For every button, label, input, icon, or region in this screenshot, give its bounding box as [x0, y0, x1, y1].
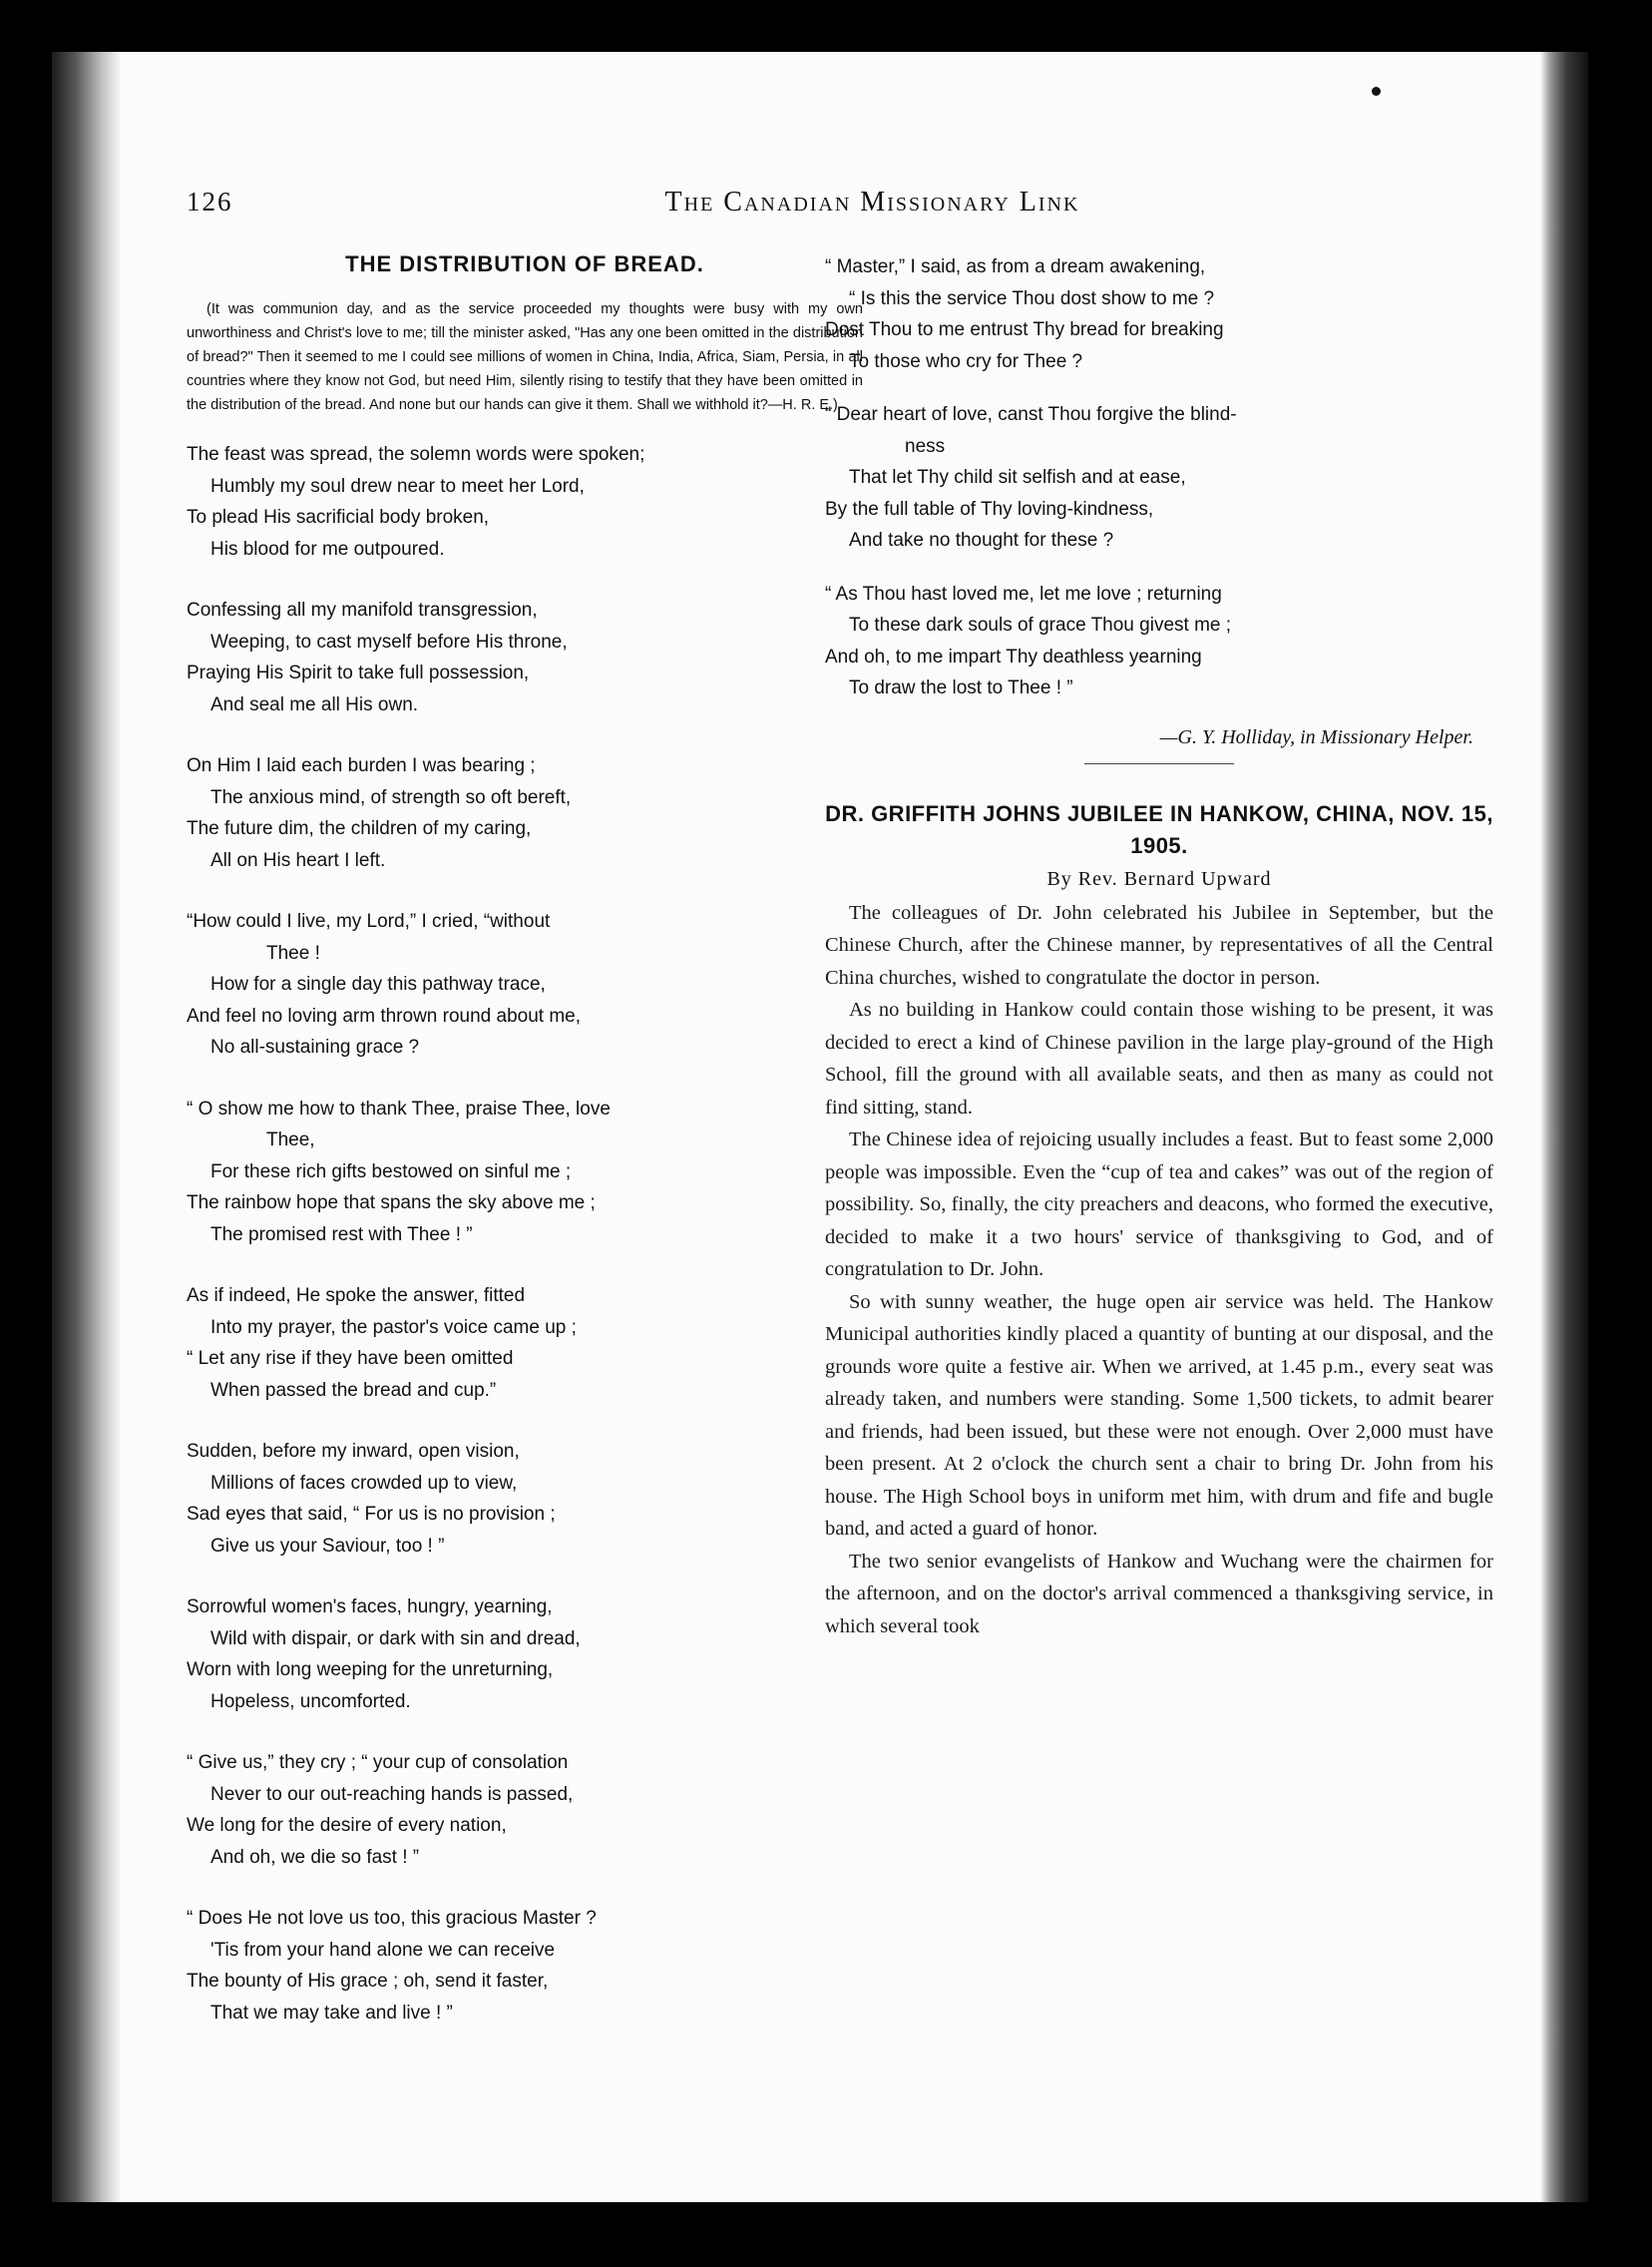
- poem-line: “ Does He not love us too, this gracious Master ?: [187, 1908, 597, 1929]
- poem-line: Thee,: [266, 1130, 315, 1150]
- poem-line: That let Thy child sit selfish and at ease,: [849, 467, 1186, 488]
- poem-line: That we may take and live ! ”: [210, 2002, 453, 2024]
- poem-line: Hopeless, uncomforted.: [210, 1690, 411, 1712]
- scanned-page: [52, 52, 1588, 2202]
- poem-line: To those who cry for Thee ?: [849, 350, 1083, 372]
- poem-line: The rainbow hope that spans the sky above me ;: [187, 1192, 596, 1213]
- poem-line: For these rich gifts bestowed on sinful me ;: [210, 1160, 572, 1182]
- poem-line: His blood for me outpoured.: [210, 538, 445, 560]
- section-divider: [1084, 763, 1234, 764]
- poem-line: To plead His sacrificial body broken,: [187, 507, 490, 528]
- right-column: [825, 251, 1493, 1642]
- poem-line: Give us your Saviour, too ! ”: [210, 1535, 445, 1557]
- poem-line: ness: [905, 435, 946, 457]
- article-paragraph: The Chinese idea of rejoicing usually includes a feast. But to feast some 2,000 people was impossible. Even the “cup of tea and cakes” was out of the region of possibility. So, finally, the city preachers and deacons, who formed the executive, decided to make it a two hours' service of thanksgiving to God, and of congratulation to Dr. John.: [825, 1129, 1493, 1280]
- poem-line: The promised rest with Thee ! ”: [210, 1223, 473, 1245]
- poem-line: Never to our out-reaching hands is passed,: [210, 1783, 574, 1805]
- stanza: [825, 579, 1493, 704]
- poem-line: “ O show me how to thank Thee, praise Thee, love: [187, 1098, 611, 1120]
- poem-line: The anxious mind, of strength so oft bereft,: [210, 786, 572, 808]
- poem-line: “ Let any rise if they have been omitted: [187, 1348, 514, 1369]
- poem-line: Sorrowful women's faces, hungry, yearning,: [187, 1596, 553, 1617]
- poem-line: Wild with dispair, or dark with sin and dread,: [210, 1627, 581, 1649]
- article-paragraph: As no building in Hankow could contain those wishing to be present, it was decided to erect a kind of Chinese pavilion in the large play-ground of the High School, fill the ground with all available seats, and then as many as could not find sitting, stand.: [825, 999, 1493, 1119]
- poem-line: No all-sustaining grace ?: [210, 1037, 420, 1058]
- left-column: [187, 251, 863, 2058]
- poem-line: 'Tis from your hand alone we can receive: [210, 1939, 556, 1961]
- poem-line: Thee !: [266, 942, 320, 964]
- poem-title: THE DISTRIBUTION OF BREAD.: [345, 251, 704, 276]
- poem-line: We long for the desire of every nation,: [187, 1815, 507, 1836]
- stanza: [187, 439, 863, 565]
- stanza: [187, 906, 863, 1064]
- poem-line: Sudden, before my inward, open vision,: [187, 1441, 520, 1462]
- stanza: [187, 1094, 863, 1251]
- poem-intro: (It was communion day, and as the service proceeded my thoughts were busy with my own unworthiness and Christ's love to me; till the minister asked, "Has any one been omitted in the distribution of bread?" Then it seemed to me I could see millions of women in China, India, Africa, Siam, Persia, in all countries where they know not God, but need Him, silently rising to testify that they have been omitted in the distribution of the bread. And none but our hands can give it them. Shall we withhold it?—H. R. E.): [187, 301, 863, 413]
- poem-line: Into my prayer, the pastor's voice came up ;: [210, 1316, 577, 1338]
- poem-line: “ Master,” I said, as from a dream awakening,: [825, 256, 1206, 277]
- stanza: [825, 399, 1493, 557]
- page-header: [187, 187, 1498, 227]
- poem-line: And seal me all His own.: [210, 693, 419, 715]
- article-paragraph: So with sunny weather, the huge open air service was held. The Hankow Municipal authorities kindly placed a quantity of bunting at our disposal, and the grounds wore quite a festive air. When we arrived, at 1.45 p.m., every seat was already taken, and numbers were standing. Some 1,500 tickets, to admit bearer and friends, had been issued, but these were not enough. Over 2,000 must have been present. At 2 o'clock the church sent a chair to bring Dr. John from his house. The High School boys in uniform met him, with drum and fife and bugle band, and acted a guard of honor.: [825, 1290, 1493, 1540]
- poem-line: Humbly my soul drew near to meet her Lord,: [210, 475, 585, 497]
- stanza: [187, 595, 863, 720]
- article-paragraph: The colleagues of Dr. John celebrated his Jubilee in September, but the Chinese Church, after the Chinese manner, by representatives of all the Central China churches, wished to congratulate the doctor in person.: [825, 901, 1493, 989]
- poem-line: “ Dear heart of love, canst Thou forgive the blind-: [825, 404, 1237, 425]
- poem-line: As if indeed, He spoke the answer, fitted: [187, 1285, 526, 1306]
- page-number: 126: [187, 187, 233, 217]
- running-head: The Canadian Missionary Link: [664, 187, 1080, 218]
- poem-line: “ Is this the service Thou dost show to me ?: [849, 287, 1215, 309]
- poem-line: The future dim, the children of my caring,: [187, 818, 532, 839]
- poem-line: Worn with long weeping for the unreturning,: [187, 1659, 554, 1680]
- book-gutter-right: [1540, 52, 1588, 2202]
- poem-line: To draw the lost to Thee ! ”: [849, 678, 1073, 698]
- poem-line: Dost Thou to me entrust Thy bread for breaking: [825, 319, 1224, 340]
- poem-line: And take no thought for these ?: [849, 530, 1114, 551]
- article-byline: By Rev. Bernard Upward: [1046, 867, 1272, 890]
- stanza: [187, 750, 863, 876]
- poem-line: “How could I live, my Lord,” I cried, “without: [187, 911, 551, 932]
- poem-line: And oh, to me impart Thy deathless yearning: [825, 646, 1202, 668]
- stanza: [825, 251, 1493, 377]
- poem-line: “ Give us,” they cry ; “ your cup of consolation: [187, 1752, 569, 1773]
- poem-line: When passed the bread and cup.”: [210, 1379, 497, 1401]
- stanza: [187, 1903, 863, 2029]
- stanza: [187, 1280, 863, 1406]
- article-title: DR. GRIFFITH JOHNS JUBILEE IN HANKOW, CHINA, NOV. 15, 1905.: [825, 800, 1493, 858]
- book-gutter-left: [52, 52, 122, 2202]
- poem-line: Praying His Spirit to take full possession,: [187, 663, 530, 683]
- poem-line: The feast was spread, the solemn words were spoken;: [187, 444, 645, 465]
- poem-line: “ As Thou hast loved me, let me love ; returning: [825, 583, 1222, 605]
- poem-line: All on His heart I left.: [210, 849, 386, 871]
- stanza: [187, 1436, 863, 1562]
- poem-line: And feel no loving arm thrown round about me,: [187, 1005, 582, 1027]
- poem-line: To these dark souls of grace Thou givest me ;: [849, 615, 1232, 636]
- stanza: [187, 1591, 863, 1717]
- poem-line: Weeping, to cast myself before His throne,: [210, 631, 568, 653]
- poem-line: Millions of faces crowded up to view,: [210, 1472, 518, 1494]
- article-paragraph: The two senior evangelists of Hankow and Wuchang were the chairmen for the afternoon, and on the doctor's arrival commenced a thanksgiving service, in which several took: [825, 1550, 1493, 1637]
- poem-line: Sad eyes that said, “ For us is no provision ;: [187, 1504, 556, 1525]
- stanza: [187, 1747, 863, 1873]
- poem-signature: —G. Y. Holliday, in Missionary Helper.: [1159, 725, 1473, 748]
- poem-line: How for a single day this pathway trace,: [210, 974, 546, 995]
- poem-line: The bounty of His grace ; oh, send it faster,: [187, 1971, 549, 1992]
- poem-line: By the full table of Thy loving-kindness,: [825, 498, 1154, 520]
- poem-line: Confessing all my manifold transgression,: [187, 600, 538, 621]
- ink-speck: [1372, 87, 1381, 96]
- poem-line: On Him I laid each burden I was bearing ;: [187, 755, 536, 776]
- poem-line: And oh, we die so fast ! ”: [210, 1846, 420, 1868]
